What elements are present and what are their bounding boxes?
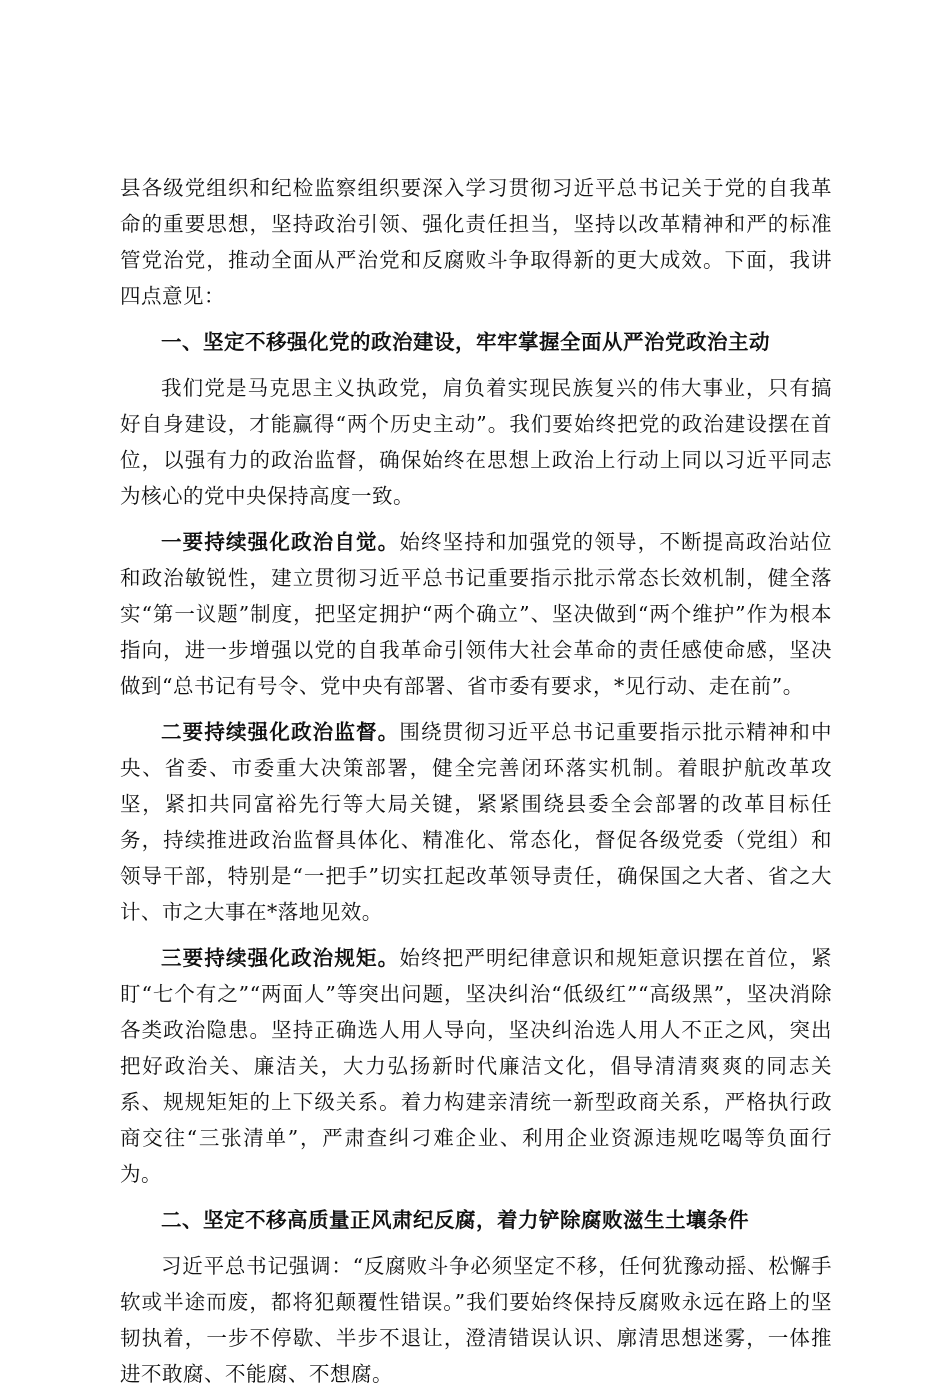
section1-item-3	[120, 940, 832, 1192]
section1-item-1	[120, 524, 832, 704]
document-page	[120, 170, 832, 1392]
item-lead: 一要持续强化政治自觉。	[161, 530, 400, 554]
item-text: 围绕贯彻习近平总书记重要指示批示精神和中央、省委、市委重大决策部署，健全完善闭环落实机制。着眼护航改革攻坚，紧扣共同富裕先行等大局关键，紧紧围绕县委全会部署的改革目标任务，持续推进政治监督具体化、精准化、常态化，督促各级党委（党组）和领导干部，特别是“一把手”切实扛起改革领导责任，确保国之大者、省之大计、市之大事在*落地见效。	[120, 720, 833, 924]
item-lead: 二要持续强化政治监督。	[161, 720, 400, 744]
intro-paragraph: 县各级党组织和纪检监察组织要深入学习贯彻习近平总书记关于党的自我革命的重要思想，坚持政治引领、强化责任担当，坚持以改革精神和严的标准管党治党，推动全面从严治党和反腐败斗争取得新的更大成效。下面，我讲四点意见：	[120, 176, 832, 308]
item-text: 始终坚持和加强党的领导，不断提高政治站位和政治敏锐性，建立贯彻习近平总书记重要指示批示常态长效机制，健全落实“第一议题”制度，把坚定拥护“两个确立”、坚决做到“两个维护”作为根本指向，进一步增强以党的自我革命引领伟大社会革命的责任感使命感，坚决做到“总书记有号令、党中央有部署、省市委有要求，*见行动、走在前”。	[120, 530, 833, 698]
item-text: 始终把严明纪律意识和规矩意识摆在首位，紧盯“七个有之”“两面人”等突出问题，坚决纠治“低级红”“高级黑”，坚决消除各类政治隐患。坚持正确选人用人导向，坚决纠治选人用人不正之风，突出把好政治关、廉洁关，大力弘扬新时代廉洁文化，倡导清清爽爽的同志关系、规规矩矩的上下级关系。着力构建亲清统一新型政商关系，严格执行政商交往“三张清单”，严肃查纠刁难企业、利用企业资源违规吃喝等负面行为。	[120, 946, 833, 1186]
section2-paragraph: 习近平总书记强调：“反腐败斗争必须坚定不移，任何犹豫动摇、松懈手软或半途而废，都将犯颠覆性错误。”我们要始终保持反腐败永远在路上的坚韧执着，一步不停歇、半步不退让，澄清错误认识、廓清思想迷雾，一体推进不敢腐、不能腐、不想腐。	[120, 1254, 832, 1386]
section1-item-2	[120, 714, 832, 930]
item-lead: 三要持续强化政治规矩。	[161, 946, 400, 970]
section1-paragraph: 我们党是马克思主义执政党，肩负着实现民族复兴的伟大事业，只有搞好自身建设，才能赢得“两个历史主动”。我们要始终把党的政治建设摆在首位，以强有力的政治监督，确保始终在思想上政治上行动上同以习近平同志为核心的党中央保持高度一致。	[120, 376, 832, 508]
section1-heading: 一、坚定不移强化党的政治建设，牢牢掌握全面从严治党政治主动	[161, 330, 770, 354]
section2-heading: 二、坚定不移高质量正风肃纪反腐，着力铲除腐败滋生土壤条件	[161, 1208, 749, 1232]
